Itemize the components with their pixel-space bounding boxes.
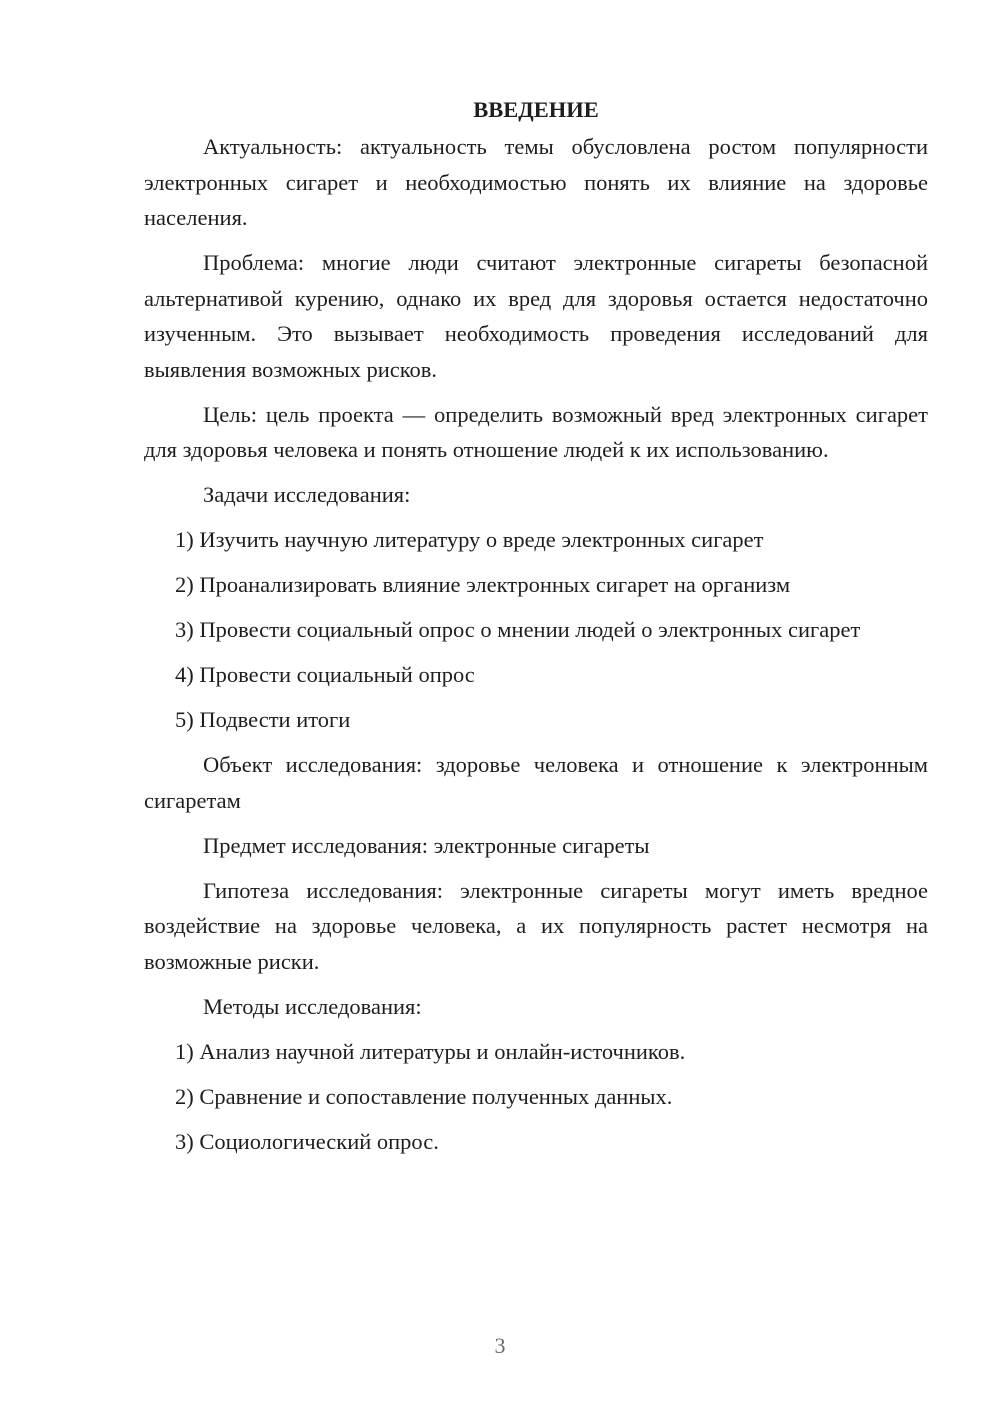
relevance-paragraph: Актуальность: актуальность темы обусловлена ростом популярности электронных сигарет и необходимостью понять их влияние на здоровье населения. — [144, 134, 928, 230]
task-item: 4) Провести социальный опрос — [175, 662, 475, 687]
hypothesis-paragraph: Гипотеза исследования: электронные сигареты могут иметь вредное воздействие на здоровье человека, а их популярность растет несмотря на возможные риски. — [144, 877, 928, 974]
task-item: 3) Провести социальный опрос о мнении людей о электронных сигарет — [175, 617, 861, 642]
goal-paragraph: Цель: цель проекта — определить возможный вред электронных сигарет для здоровья человека и понять отношение людей к их использованию. — [144, 401, 928, 462]
section-title: ВВЕДЕНИЕ — [473, 97, 599, 122]
task-item: 2) Проанализировать влияние электронных сигарет на организм — [175, 572, 791, 597]
methods-heading: Методы исследования: — [203, 993, 422, 1019]
method-item: 3) Социологический опрос. — [175, 1128, 439, 1154]
problem-paragraph: Проблема: многие люди считают электронные сигареты безопасной альтернативой курению, однако их вред для здоровья остается недостаточно изученным. Это вызывает необходимость проведения исследований для выявления возможных рисков. — [144, 250, 928, 382]
task-item: 5) Подвести итоги — [175, 707, 351, 732]
object-paragraph: Объект исследования: здоровье человека и отношение к электронным сигаретам — [144, 752, 928, 813]
method-item: 1) Анализ научной литературы и онлайн-источников. — [175, 1038, 686, 1064]
subject-paragraph: Предмет исследования: электронные сигареты — [203, 832, 650, 858]
task-item: 1) Изучить научную литературу о вреде электронных сигарет — [175, 527, 764, 552]
tasks-heading: Задачи исследования: — [203, 482, 411, 507]
document-body — [144, 92, 928, 1169]
page-number: 3 — [494, 1333, 506, 1358]
method-item: 2) Сравнение и сопоставление полученных данных. — [175, 1083, 673, 1109]
